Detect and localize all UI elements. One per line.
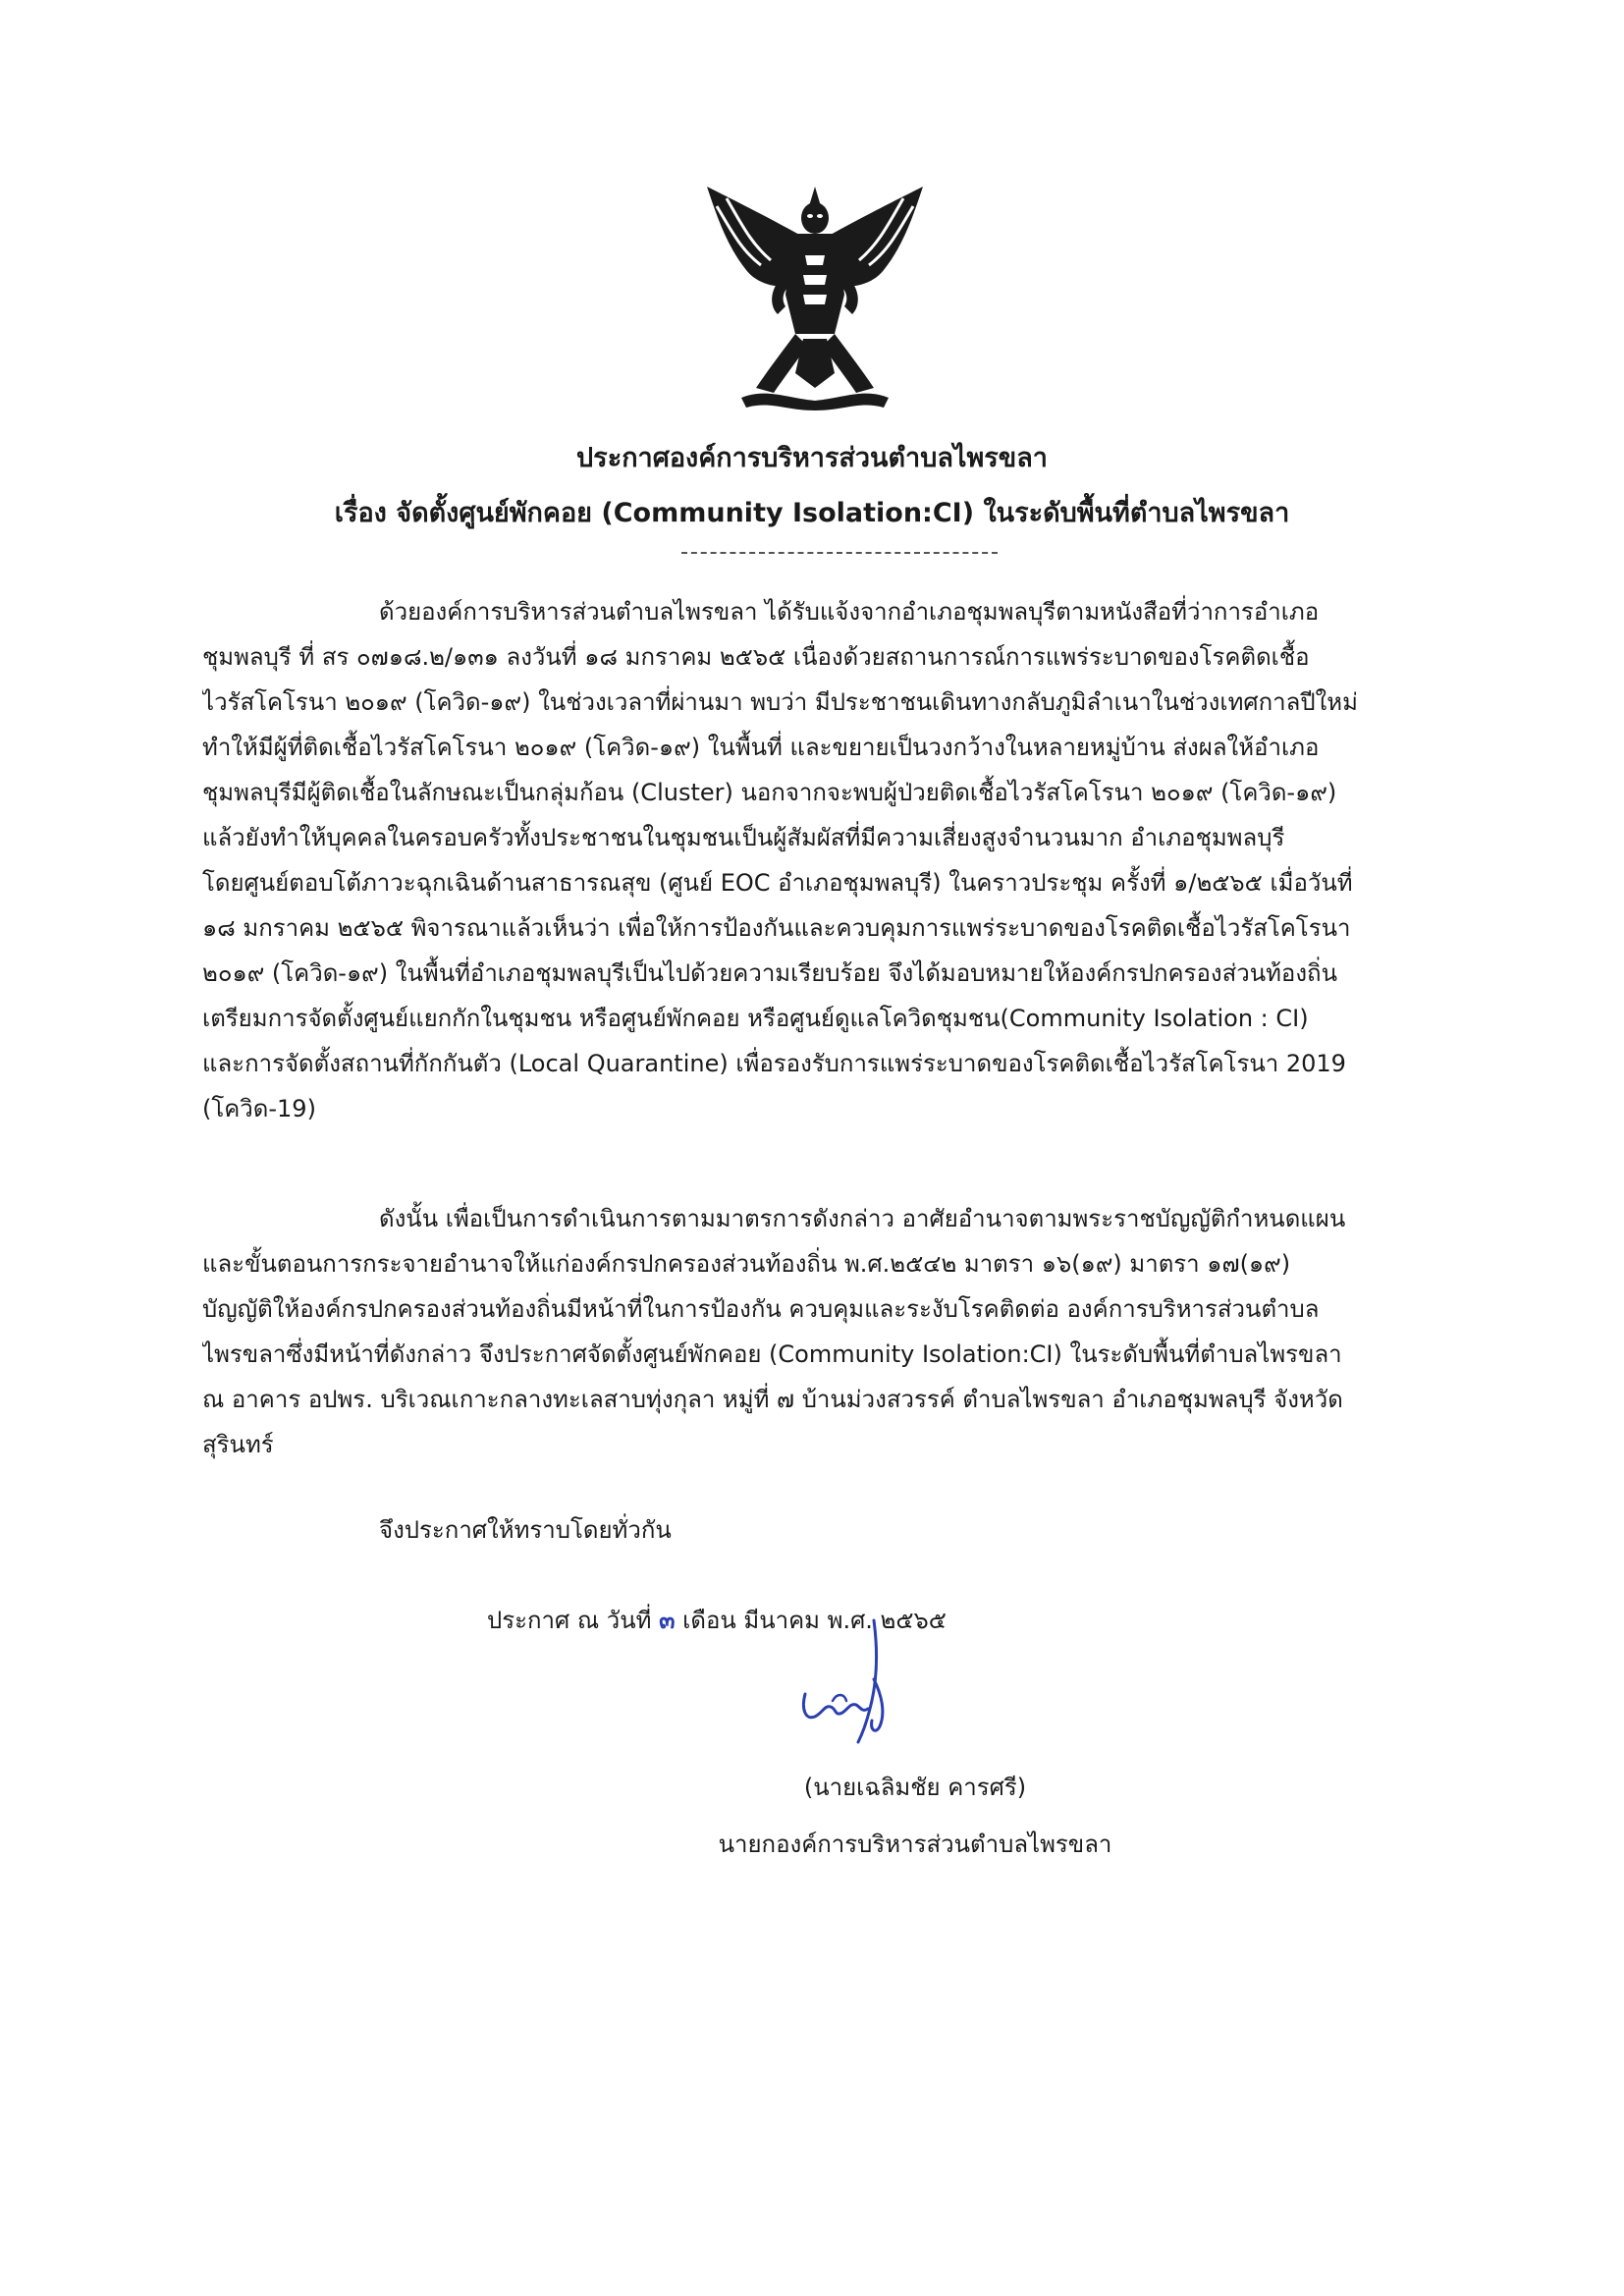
signer-name: (นายเฉลิมชัย คารศรี): [803, 1774, 1027, 1801]
paragraph-line: (โควิด-19): [202, 1095, 316, 1122]
paragraph-line: แล้วยังทำให้บุคคลในครอบครัวทั้งประชาชนในชุมชนเป็นผู้สัมผัสที่มีความเสี่ยงสูงจำนวนมาก อำเภอชุมพลบุรี: [202, 824, 1285, 851]
paragraph-line: ไวรัสโคโรนา ๒๐๑๙ (โควิด-๑๙) ในช่วงเวลาที่ผ่านมา พบว่า มีประชาชนเดินทางกลับภูมิลำเนาในช่วงเทศกาลปีใหม่: [202, 688, 1358, 716]
announcement-subject: เรื่อง จัดตั้งศูนย์พักคอย (Community Isolation:CI) ในระดับพื้นที่ตำบลไพรขลา: [334, 498, 1290, 528]
paragraph-line: ดังนั้น เพื่อเป็นการดำเนินการตามมาตรการดังกล่าว อาศัยอำนาจตามพระราชบัญญัติกำหนดแผน: [379, 1205, 1346, 1232]
paragraph-line: ๒๐๑๙ (โควิด-๑๙) ในพื้นที่อำเภอชุมพลบุรีเป็นไปด้วยความเรียบร้อย จึงได้มอบหมายให้องค์กรปกครองส่วนท้องถิ่น: [202, 959, 1337, 987]
signature-scribble: [776, 1611, 923, 1758]
paragraph-line: ณ อาคาร อปพร. บริเวณเกาะกลางทะเลสาบทุ่งกุลา หมู่ที่ ๗ บ้านม่วงสวรรค์ ตำบลไพรขลา อำเภอชุมพลบุรี จังหวัด: [202, 1386, 1343, 1413]
date-prefix: ประกาศ ณ วันที่: [487, 1607, 652, 1634]
date-day: ๓: [659, 1607, 676, 1634]
paragraph-line: เตรียมการจัดตั้งศูนย์แยกกักในชุมชน หรือศูนย์พักคอย หรือศูนย์ดูแลโควิดชุมชน(Community Isolation : CI): [202, 1005, 1309, 1032]
title-divider: [681, 552, 998, 554]
paragraph-line: ชุมพลบุรีมีผู้ติดเชื้อในลักษณะเป็นกลุ่มก้อน (Cluster) นอกจากจะพบผู้ป่วยติดเชื้อไวรัสโคโรนา ๒๐๑๙ (โควิด-๑๙): [202, 779, 1337, 806]
announcement-title: ประกาศองค์การบริหารส่วนตำบลไพรขลา: [576, 443, 1048, 473]
signer-position: นายกองค์การบริหารส่วนตำบลไพรขลา: [718, 1831, 1112, 1858]
date-suffix: เดือน มีนาคม พ.ศ. ๒๕๖๕: [682, 1607, 947, 1634]
closing-statement: จึงประกาศให้ทราบโดยทั่วกัน: [379, 1516, 672, 1544]
paragraph-line: ทำให้มีผู้ที่ติดเชื้อไวรัสโคโรนา ๒๐๑๙ (โควิด-๑๙) ในพื้นที่ และขยายเป็นวงกว้างในหลายหมู่บ้าน ส่งผลให้อำเภอ: [202, 734, 1320, 761]
paragraph-line: ๑๘ มกราคม ๒๕๖๕ พิจารณาแล้วเห็นว่า เพื่อให้การป้องกันและควบคุมการแพร่ระบาดของโรคติดเชื้อไวรัสโคโรนา: [202, 914, 1351, 942]
paragraph-line: และขั้นตอนการกระจายอำนาจให้แก่องค์กรปกครองส่วนท้องถิ่น พ.ศ.๒๕๔๒ มาตรา ๑๖(๑๙) มาตรา ๑๗(๑๙): [202, 1250, 1291, 1278]
paragraph-line: ด้วยองค์การบริหารส่วนตำบลไพรขลา ได้รับแจ้งจากอำเภอชุมพลบุรีตามหนังสือที่ว่าการอำเภอ: [379, 598, 1320, 626]
paragraph-line: ไพรขลาซึ่งมีหน้าที่ดังกล่าว จึงประกาศจัดตั้งศูนย์พักคอย (Community Isolation:CI) ในระดับพื้นที่ตำบลไพรขลา: [202, 1340, 1342, 1368]
garuda-emblem-icon: [687, 177, 943, 432]
paragraph-line: สุรินทร์: [202, 1431, 274, 1458]
paragraph-line: โดยศูนย์ตอบโต้ภาวะฉุกเฉินด้านสาธารณสุข (ศูนย์ EOC อำเภอชุมพลบุรี) ในคราวประชุม ครั้งที่ ๑/๒๕๖๕ เมื่อวันที่: [202, 869, 1353, 897]
paragraph-line: บัญญัติให้องค์กรปกครองส่วนท้องถิ่นมีหน้าที่ในการป้องกัน ควบคุมและระงับโรคติดต่อ องค์การบริหารส่วนตำบล: [202, 1295, 1320, 1323]
paragraph-line: และการจัดตั้งสถานที่กักกันตัว (Local Quarantine) เพื่อรองรับการแพร่ระบาดของโรคติดเชื้อไวรัสโคโรนา 2019: [202, 1050, 1346, 1077]
paragraph-2: [202, 1196, 1479, 1461]
paragraph-line: ชุมพลบุรี ที่ สร ๐๗๑๘.๒/๑๓๑ ลงวันที่ ๑๘ มกราคม ๒๕๖๕ เนื่องด้วยสถานการณ์การแพร่ระบาดของโรคติดเชื้อ: [202, 643, 1310, 671]
paragraph-1: [202, 589, 1479, 1178]
